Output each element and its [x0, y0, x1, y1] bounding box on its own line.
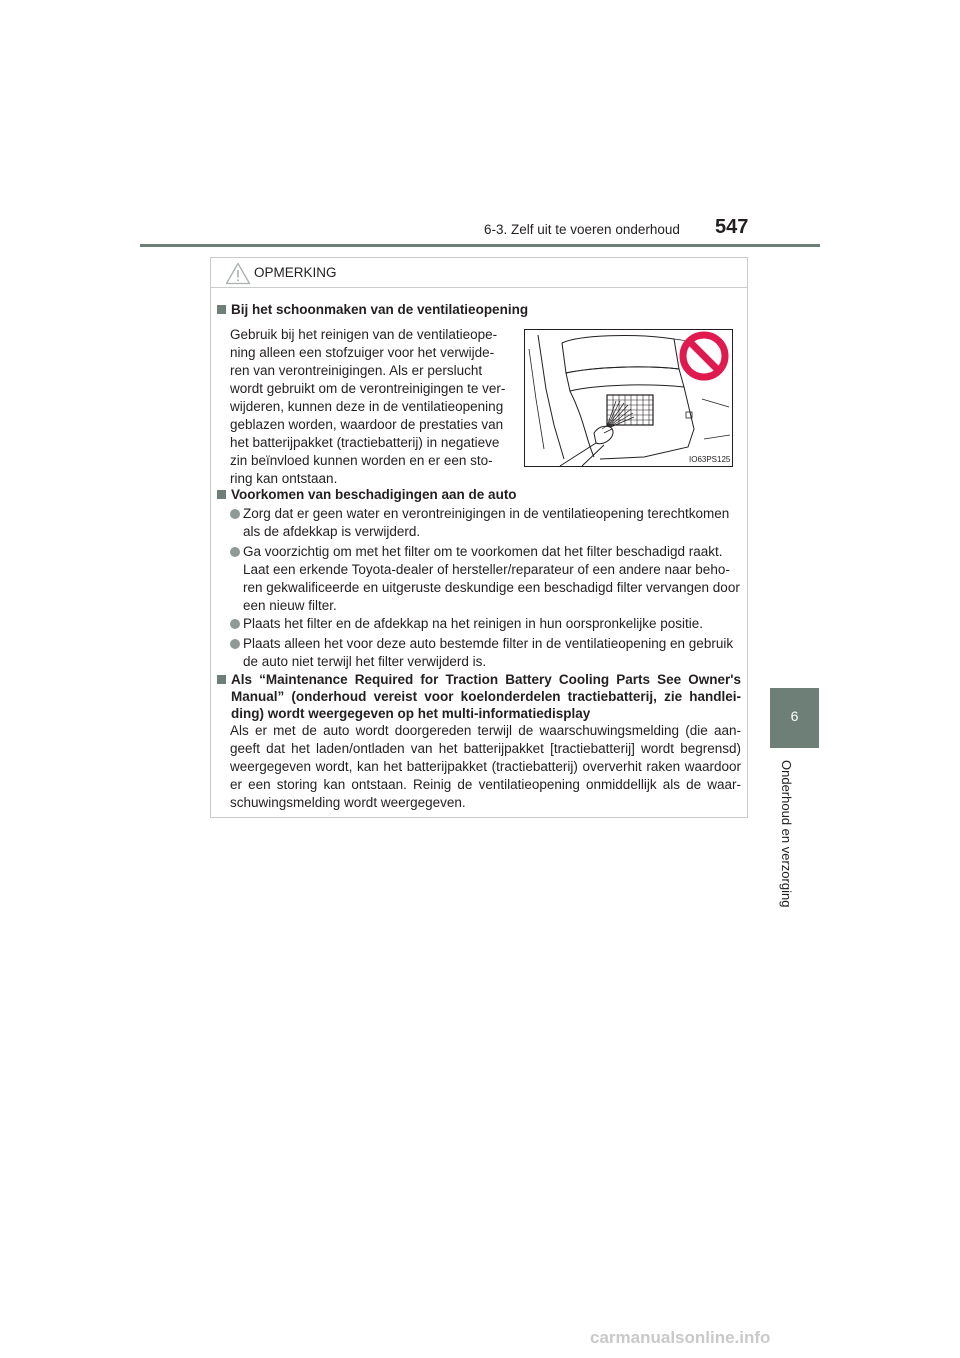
image-code: IO63PS125	[689, 455, 731, 464]
notice-box	[210, 257, 748, 818]
bullet-line: een nieuw filter.	[243, 598, 337, 613]
text-line: weergegeven wordt, kan het batterijpakket (tractiebatterij) oververhit raken waardoor	[230, 759, 741, 774]
bullet-item	[230, 543, 743, 615]
bullet-item	[230, 505, 743, 541]
text-line: zin beïnvloed kunnen worden en er een sto-	[230, 453, 493, 468]
section-heading-text: Bij het schoonmaken van de ventilatieopening	[231, 302, 529, 317]
text-line: wordt gebruikt om de verontreinigingen te ver-	[230, 381, 506, 396]
section-heading-cleaning	[217, 301, 528, 318]
chapter-number: 6	[790, 708, 799, 724]
bullet-line: Laat een erkende Toyota-dealer of hersteller/reparateur of een andere naar beho-	[243, 562, 730, 577]
cleaning-paragraph	[230, 326, 506, 488]
bullet-line: Plaats alleen het voor deze auto bestemde filter in de ventilatieopening en gebruik	[243, 636, 734, 651]
heading-line: Manual” (onderhoud vereist voor koelonderdelen tractiebatterij, zie handlei-	[231, 689, 741, 704]
text-line: Als er met de auto wordt doorgereden terwijl de waarschuwingsmelding (die aan-	[230, 723, 741, 738]
bullet-line: Zorg dat er geen water en verontreinigingen in de ventilatieopening terechtkomen	[243, 506, 730, 521]
text-line: geblazen worden, waardoor de prestaties van	[230, 417, 504, 432]
section-marker-icon	[217, 305, 226, 314]
watermark: carmanualsonline.info	[590, 1328, 771, 1347]
warning-triangle-icon	[225, 262, 251, 285]
bullet-dot-icon	[230, 619, 240, 629]
section-heading-damage	[217, 486, 517, 503]
bullet-line: de auto niet terwijl het filter verwijderd is.	[243, 654, 487, 669]
heading-line: Als “Maintenance Required for Traction Battery Cooling Parts See Owner's	[217, 671, 741, 688]
heading-line: ding) wordt weergegeven op het multi-informatiedisplay	[231, 706, 591, 721]
section-heading-text: Voorkomen van beschadigingen aan de auto	[231, 487, 517, 502]
bullet-dot-icon	[230, 509, 240, 519]
text-line: schuwingsmelding wordt weergegeven.	[230, 795, 466, 810]
bullet-line: ren gekwalificeerde en uitgeruste deskundige een beschadigd filter vervangen door	[243, 580, 740, 595]
chapter-title-wrap	[772, 760, 816, 910]
text-line: er een storing kan ontstaan. Reinig de ventilatieopening onmiddellijk als de waar-	[230, 777, 741, 792]
text-line: Gebruik bij het reinigen van de ventilatieope-	[230, 327, 498, 342]
notice-header	[211, 258, 747, 288]
section-heading-maintenance	[217, 671, 741, 722]
text-line: ren van verontreinigingen. Als er perslucht	[230, 363, 483, 378]
text-line: ning alleen een stofzuiger voor het verwijde-	[230, 345, 495, 360]
bullet-item	[230, 635, 743, 671]
page-number: 547	[715, 216, 749, 238]
bullet-dot-icon	[230, 639, 240, 649]
text-line: geeft dat het laden/ontladen van het batterijpakket [tractiebatterij] wordt begrensd)	[230, 741, 741, 756]
text-line: het batterijpakket (tractiebatterij) in negatieve	[230, 435, 500, 450]
bullet-line: als de afdekkap is verwijderd.	[243, 524, 421, 539]
section-marker-icon	[217, 675, 226, 684]
vent-cleaning-illustration	[524, 329, 733, 467]
bullet-line: Plaats het filter en de afdekkap na het reinigen in hun oorspronkelijke positie.	[243, 616, 704, 631]
bullet-item	[230, 615, 743, 633]
header-divider	[140, 244, 820, 247]
maintenance-paragraph	[230, 722, 741, 812]
text-line: ring kan ontstaan.	[230, 471, 338, 486]
section-marker-icon	[217, 490, 226, 499]
section-header: 6-3. Zelf uit te voeren onderhoud	[484, 222, 680, 237]
notice-title: OPMERKING	[254, 265, 337, 280]
bullet-dot-icon	[230, 547, 240, 557]
bullet-line: Ga voorzichtig om met het filter om te voorkomen dat het filter beschadigd raakt.	[243, 544, 723, 559]
chapter-title: Onderhoud en verzorging	[779, 760, 794, 908]
chapter-tab	[770, 688, 819, 748]
text-line: wijderen, kunnen deze in de ventilatieopening	[230, 399, 504, 414]
